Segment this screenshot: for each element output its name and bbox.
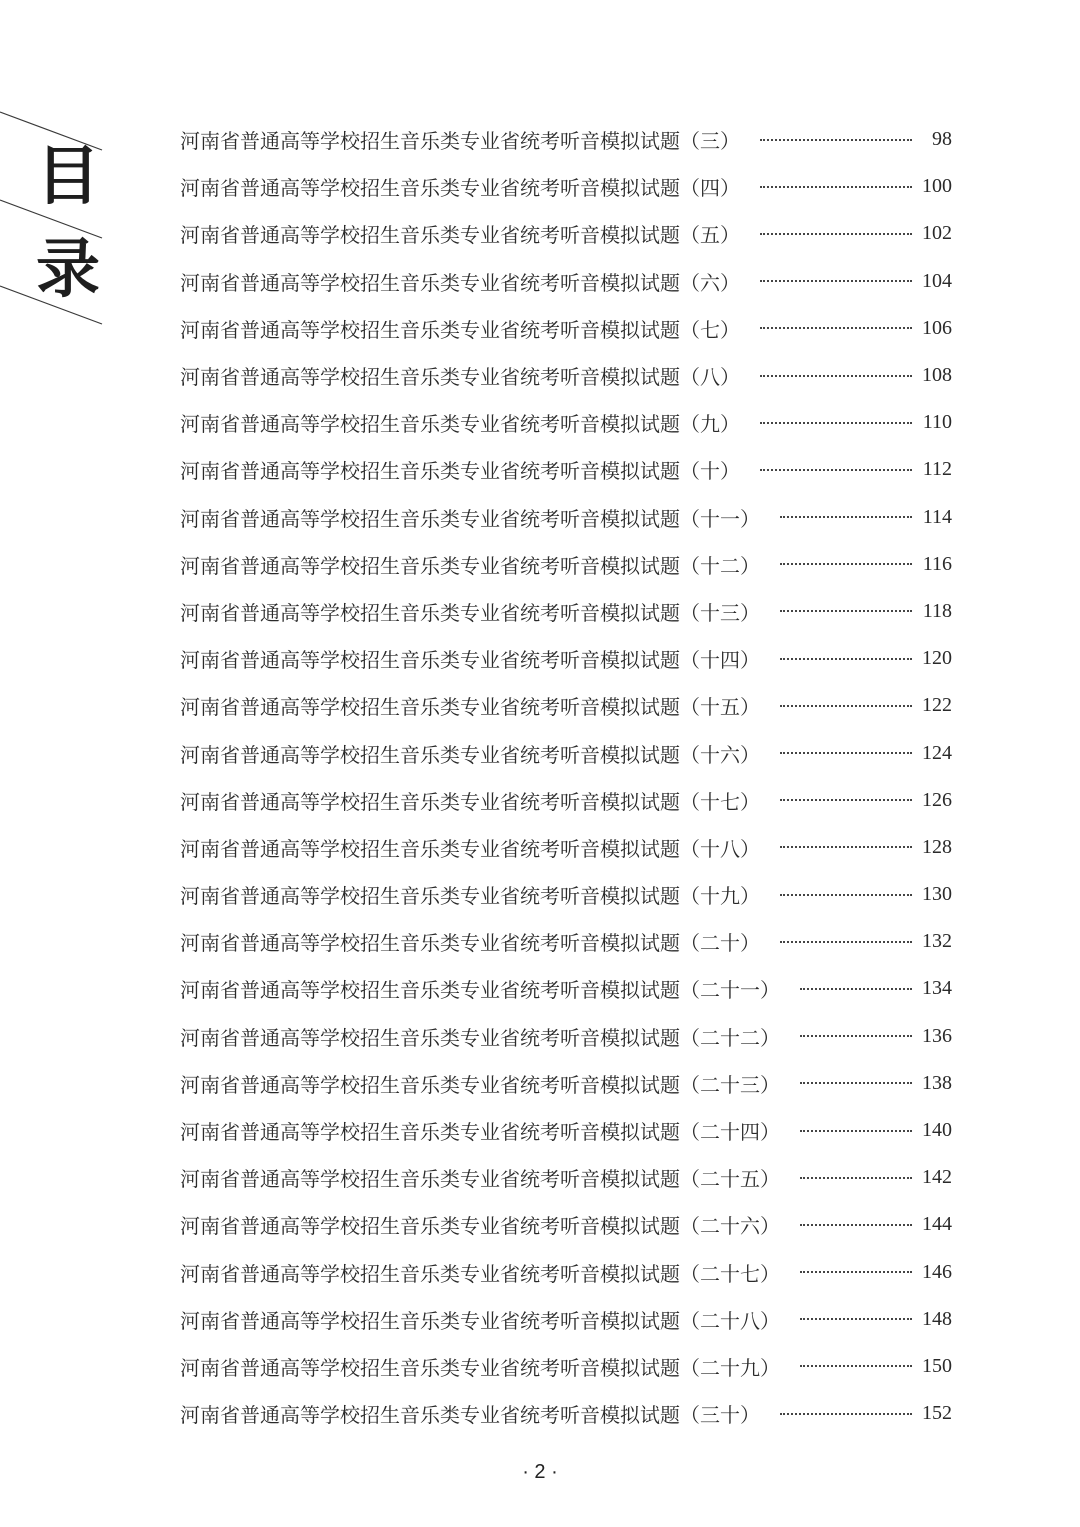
dot-leader (780, 658, 912, 660)
toc-entry-page-number: 128 (922, 835, 952, 858)
toc-entry-page-number: 130 (922, 883, 952, 906)
toc-entry-page-number: 118 (922, 599, 952, 622)
toc-entry-title: 河南省普通高等学校招生音乐类专业省统考听音模拟试题（二十九） (180, 1355, 780, 1380)
toc-entry-page-number: 150 (922, 1354, 952, 1377)
toc-entry-title: 河南省普通高等学校招生音乐类专业省统考听音模拟试题（二十六） (180, 1214, 780, 1239)
toc-entry-title: 河南省普通高等学校招生音乐类专业省统考听音模拟试题（十六） (180, 742, 760, 767)
dot-leader (780, 752, 912, 754)
toc-entry[interactable] (180, 1013, 952, 1060)
toc-entry-page-number: 114 (922, 505, 952, 528)
dot-leader (760, 469, 912, 471)
toc-entry-page-number: 146 (922, 1260, 952, 1283)
toc-entry[interactable] (180, 163, 952, 210)
dot-leader (760, 422, 912, 424)
dot-leader (800, 1224, 912, 1226)
toc-entry-page-number: 136 (922, 1024, 952, 1047)
dot-leader (800, 1177, 912, 1179)
toc-entry-title: 河南省普通高等学校招生音乐类专业省统考听音模拟试题（二十） (180, 931, 760, 956)
toc-entry-page-number: 132 (922, 930, 952, 953)
toc-entry-page-number: 104 (922, 269, 952, 292)
toc-entry-title: 河南省普通高等学校招生音乐类专业省统考听音模拟试题（十五） (180, 695, 760, 720)
toc-entry[interactable] (180, 1201, 952, 1248)
toc-entry-title: 河南省普通高等学校招生音乐类专业省统考听音模拟试题（九） (180, 412, 740, 437)
toc-entry-title: 河南省普通高等学校招生音乐类专业省统考听音模拟试题（五） (180, 223, 740, 248)
toc-entry[interactable] (180, 305, 952, 352)
toc-entry[interactable] (180, 494, 952, 541)
toc-entry-title: 河南省普通高等学校招生音乐类专业省统考听音模拟试题（六） (180, 270, 740, 295)
toc-entry-title: 河南省普通高等学校招生音乐类专业省统考听音模拟试题（二十七） (180, 1261, 780, 1286)
toc-entry-page-number: 140 (922, 1119, 952, 1142)
page-number: · 2 · (522, 1461, 558, 1483)
toc-entry[interactable] (180, 729, 952, 776)
toc-entry-title: 河南省普通高等学校招生音乐类专业省统考听音模拟试题（十八） (180, 836, 760, 861)
dot-leader (800, 1365, 912, 1367)
dot-leader (760, 280, 912, 282)
toc-entry[interactable] (180, 1154, 952, 1201)
toc-entry-page-number: 120 (922, 647, 952, 670)
dot-leader (780, 1413, 912, 1415)
toc-entry[interactable] (180, 210, 952, 257)
toc-entry-page-number: 100 (922, 175, 952, 198)
toc-entry-page-number: 144 (922, 1213, 952, 1236)
toc-entry[interactable] (180, 635, 952, 682)
toc-entry[interactable] (180, 965, 952, 1012)
toc-entry-page-number: 148 (922, 1307, 952, 1330)
toc-entry[interactable] (180, 446, 952, 493)
toc-entry-title: 河南省普通高等学校招生音乐类专业省统考听音模拟试题（二十二） (180, 1025, 780, 1050)
dot-leader (760, 139, 912, 141)
dot-leader (800, 1318, 912, 1320)
dot-leader (780, 705, 912, 707)
dot-leader (760, 327, 912, 329)
toc-entry-title: 河南省普通高等学校招生音乐类专业省统考听音模拟试题（七） (180, 317, 740, 342)
dot-leader (800, 1130, 912, 1132)
dot-leader (780, 941, 912, 943)
toc-entry[interactable] (180, 824, 952, 871)
dot-leader (760, 233, 912, 235)
toc-entry-title: 河南省普通高等学校招生音乐类专业省统考听音模拟试题（十三） (180, 600, 760, 625)
toc-heading (0, 100, 120, 340)
dot-leader (800, 1082, 912, 1084)
toc-entry-page-number: 102 (922, 222, 952, 245)
toc-entry[interactable] (180, 918, 952, 965)
toc-entry[interactable] (180, 352, 952, 399)
dot-leader (780, 846, 912, 848)
toc-entry[interactable] (180, 1249, 952, 1296)
toc-entry-title: 河南省普通高等学校招生音乐类专业省统考听音模拟试题（十七） (180, 789, 760, 814)
toc-entry[interactable] (180, 1296, 952, 1343)
toc-entry-title: 河南省普通高等学校招生音乐类专业省统考听音模拟试题（二十五） (180, 1167, 780, 1192)
toc-entry[interactable] (180, 871, 952, 918)
dot-leader (780, 799, 912, 801)
toc-entry-title: 河南省普通高等学校招生音乐类专业省统考听音模拟试题（三） (180, 129, 740, 154)
toc-entry-title: 河南省普通高等学校招生音乐类专业省统考听音模拟试题（十一） (180, 506, 760, 531)
toc-entry-title: 河南省普通高等学校招生音乐类专业省统考听音模拟试题（十二） (180, 553, 760, 578)
toc-entry-title: 河南省普通高等学校招生音乐类专业省统考听音模拟试题（二十一） (180, 978, 780, 1003)
toc-entry-page-number: 134 (922, 977, 952, 1000)
toc-entry-page-number: 126 (922, 788, 952, 811)
toc-entry[interactable] (180, 1390, 952, 1437)
toc-entry-page-number: 110 (922, 411, 952, 434)
toc-entry-page-number: 142 (922, 1166, 952, 1189)
dot-leader (800, 1271, 912, 1273)
toc-entry[interactable] (180, 116, 952, 163)
toc-entry-title: 河南省普通高等学校招生音乐类专业省统考听音模拟试题（四） (180, 176, 740, 201)
dot-leader (800, 1035, 912, 1037)
toc-entry-title: 河南省普通高等学校招生音乐类专业省统考听音模拟试题（三十） (180, 1403, 760, 1428)
heading-char-mu: 目 (36, 139, 100, 214)
toc-entry-page-number: 122 (922, 694, 952, 717)
dot-leader (780, 610, 912, 612)
toc-entry-title: 河南省普通高等学校招生音乐类专业省统考听音模拟试题（二十三） (180, 1072, 780, 1097)
toc-entry-page-number: 116 (922, 552, 952, 575)
toc-entry-title: 河南省普通高等学校招生音乐类专业省统考听音模拟试题（二十八） (180, 1308, 780, 1333)
toc-entry-page-number: 124 (922, 741, 952, 764)
toc-entry[interactable] (180, 777, 952, 824)
toc-entry-page-number: 152 (922, 1402, 952, 1425)
toc-entry-page-number: 106 (922, 316, 952, 339)
dot-leader (760, 375, 912, 377)
toc-entry-title: 河南省普通高等学校招生音乐类专业省统考听音模拟试题（八） (180, 365, 740, 390)
heading-char-lu: 录 (36, 232, 100, 307)
toc-entry-page-number: 98 (932, 128, 952, 151)
dot-leader (780, 563, 912, 565)
dot-leader (800, 988, 912, 990)
toc-entry[interactable] (180, 399, 952, 446)
toc-entry[interactable] (180, 1343, 952, 1390)
toc-entry[interactable] (180, 682, 952, 729)
toc-entry-page-number: 112 (922, 458, 952, 481)
toc-entry[interactable] (180, 1060, 952, 1107)
toc-entry[interactable] (180, 588, 952, 635)
toc-entry-title: 河南省普通高等学校招生音乐类专业省统考听音模拟试题（十） (180, 459, 740, 484)
toc-entry-title: 河南省普通高等学校招生音乐类专业省统考听音模拟试题（十四） (180, 648, 760, 673)
toc-entry-title: 河南省普通高等学校招生音乐类专业省统考听音模拟试题（二十四） (180, 1120, 780, 1145)
toc-entry-page-number: 138 (922, 1071, 952, 1094)
dot-leader (780, 516, 912, 518)
toc-entry[interactable] (180, 258, 952, 305)
dot-leader (780, 894, 912, 896)
dot-leader (760, 186, 912, 188)
toc-entry[interactable] (180, 541, 952, 588)
toc-entry-page-number: 108 (922, 364, 952, 387)
toc-list (180, 116, 952, 1437)
toc-entry-title: 河南省普通高等学校招生音乐类专业省统考听音模拟试题（十九） (180, 884, 760, 909)
toc-entry[interactable] (180, 1107, 952, 1154)
